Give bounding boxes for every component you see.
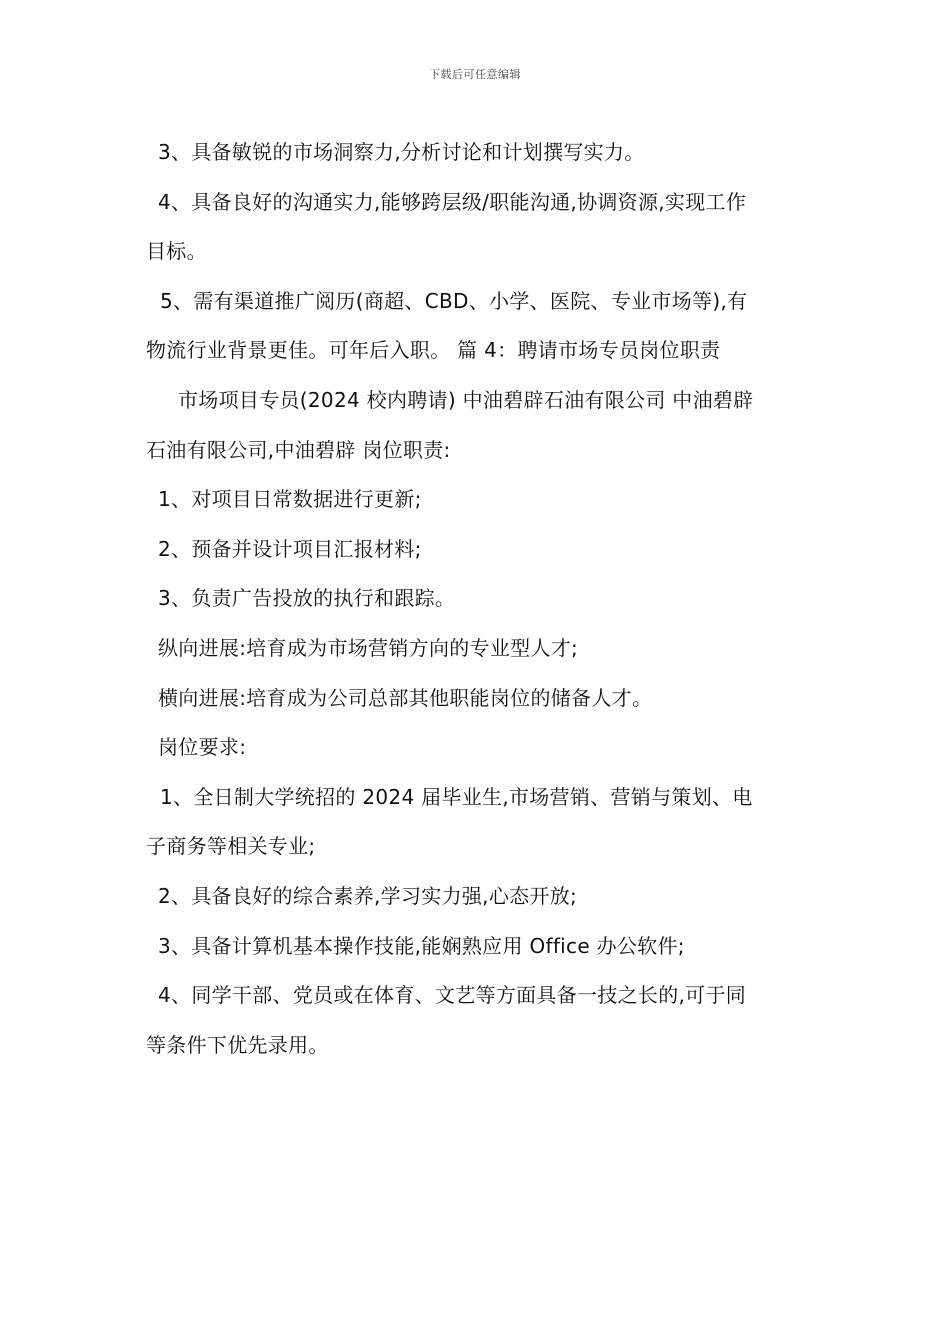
text-line: 物流行业背景更佳。可年后入职。 篇 4：聘请市场专员岗位职责 bbox=[146, 338, 721, 363]
text-line: 2、具备良好的综合素养,学习实力强,心态开放; bbox=[158, 883, 578, 908]
text-line: 等条件下优先录用。 bbox=[146, 1032, 329, 1057]
text-line: 岗位要求: bbox=[158, 735, 247, 760]
text-line: 子商务等相关专业; bbox=[146, 834, 316, 859]
text-line: 4、同学干部、党员或在体育、文艺等方面具备一技之长的,可于同 bbox=[158, 983, 747, 1008]
text-line: 目标。 bbox=[146, 239, 207, 264]
text-line: 3、具备计算机基本操作技能,能娴熟应用 Office 办公软件; bbox=[158, 933, 685, 958]
page-header: 下载后可任意编辑 bbox=[429, 68, 521, 81]
document-body bbox=[146, 128, 810, 1070]
text-line: 石油有限公司,中油碧辟 岗位职责: bbox=[146, 437, 451, 462]
text-line: 1、对项目日常数据进行更新; bbox=[158, 487, 422, 512]
text-line: 5、需有渠道推广阅历(商超、CBD、小学、医院、专业市场等),有 bbox=[160, 288, 748, 313]
text-line: 4、具备良好的沟通实力,能够跨层级/职能沟通,协调资源,实现工作 bbox=[158, 189, 747, 214]
text-line: 1、全日制大学统招的 2024 届毕业生,市场营销、营销与策划、电 bbox=[160, 784, 753, 809]
text-line: 2、预备并设计项目汇报材料; bbox=[158, 536, 422, 561]
text-line: 纵向进展:培育成为市场营销方向的专业型人才; bbox=[158, 635, 579, 660]
text-line: 3、负责广告投放的执行和跟踪。 bbox=[158, 586, 456, 611]
text-line: 3、具备敏锐的市场洞察力,分析讨论和计划撰写实力。 bbox=[158, 140, 645, 164]
text-line: 横向进展:培育成为公司总部其他职能岗位的储备人才。 bbox=[158, 685, 653, 710]
text-line: 市场项目专员(2024 校内聘请) 中油碧辟石油有限公司 中油碧辟 bbox=[178, 387, 754, 412]
